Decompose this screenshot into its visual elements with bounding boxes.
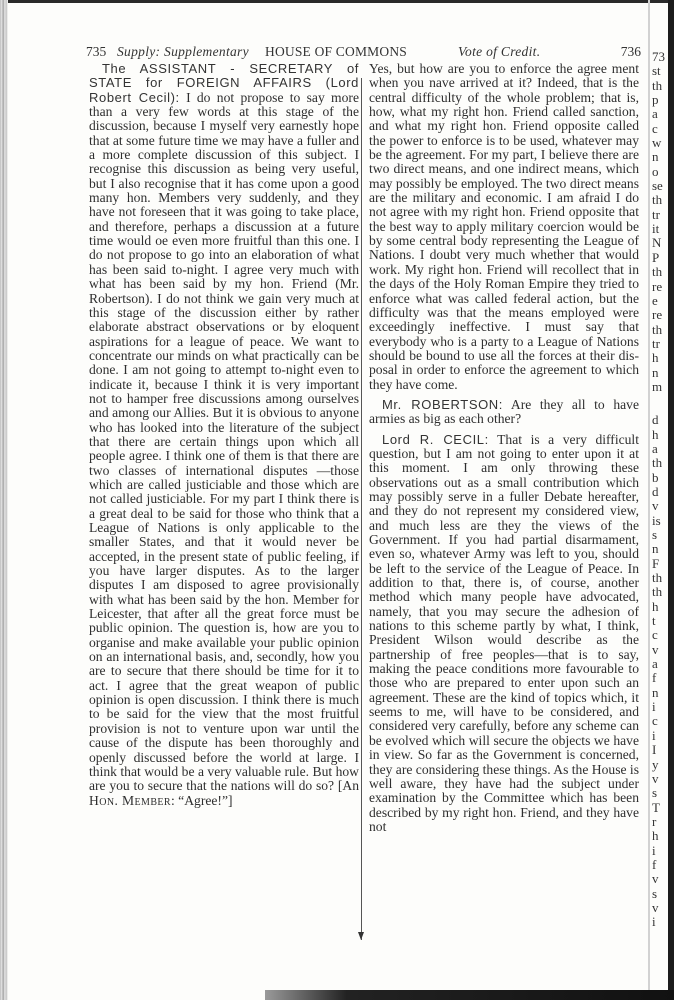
speaker-name: Mr. ROBERTSON: [382, 396, 504, 412]
next-page-line-fragment: h [652, 828, 659, 844]
speech-paragraph [369, 398, 639, 427]
next-page-line-fragment: th [652, 77, 663, 93]
next-page-line-fragment: p [652, 92, 659, 108]
next-page-line-fragment: th [652, 455, 663, 471]
left-column [89, 62, 359, 808]
right-column [369, 62, 639, 834]
next-page-line-fragment: d [652, 483, 659, 499]
next-page-line-fragment: i [652, 842, 656, 858]
next-page-line-fragment: re [652, 307, 663, 323]
speech-paragraph [89, 62, 359, 808]
scan-right-edge [668, 0, 674, 1000]
paragraph-gap [652, 394, 668, 413]
next-page-line-fragment: tr [652, 335, 660, 351]
next-page-line-fragment: n [652, 684, 659, 700]
next-page-line-fragment: is [652, 512, 661, 528]
next-page-line-fragment: it [652, 221, 660, 237]
scan-top-edge [0, 0, 674, 3]
next-page-line-fragment: e [652, 292, 658, 308]
next-page-line-fragment: v [652, 641, 659, 657]
next-page-line-fragment: r [652, 813, 657, 829]
next-page-line-fragment: v [652, 498, 659, 514]
speaker-name: Lord R. CECIL: [382, 431, 489, 447]
next-page-line-fragment: f [652, 856, 657, 872]
next-page-line-fragment: n [652, 541, 659, 557]
running-title-right: Vote of Credit. [458, 44, 541, 59]
next-page-line-fragment: s [652, 785, 658, 801]
next-page-line-fragment: a [652, 106, 658, 122]
scan-bottom-edge [265, 990, 674, 1000]
next-page-line-fragment: f [652, 670, 657, 686]
next-page-line-fragment: I [652, 742, 657, 758]
speech-text: That is a very difficult question, but I am not going to enter upon it at this moment. I am only throwing these observations out as a small contribution which may possibly serve in a fuller Debate hereafter, and they do not represent my considered view, and much less are they the views of the Government. If you had partial disarmament, even so, whatever Army was left to you, should be left to the service of the League of Peace. In addition to that, there is, of course, another method which many people have advocated, namely, that you may secure the adhesion of nations to this scheme partly by what, I think, President Wilson would describe as the partnership of free peoples—that is to say, making the peace conditions more favourable to those who are prepared to enter upon such an agreement. These are the kind of topics which, it seems to me, will have to be considered, and considered very carefully, before any scheme can be evolved which will secure the objects we have in view. So far as the Government is concerned, they are considering these things. As the House is well aware, they have had the subject under examination by the Committee which has been described by my right hon. Friend, and they have not [369, 431, 639, 834]
next-page-line-fragment: d [652, 412, 659, 428]
next-page-line-fragment: re [652, 278, 663, 294]
next-page-line-fragment: a [652, 656, 658, 672]
next-page-line-fragment: T [652, 799, 660, 815]
next-page-line-fragment: v [652, 871, 659, 887]
left-page-number: 735 [86, 44, 107, 59]
interjection-speaker: Hon. Member [89, 792, 171, 808]
next-page-line-fragment: v [652, 899, 659, 915]
next-page-line-fragment: w [652, 135, 662, 151]
next-page-line-fragment: th [652, 192, 663, 208]
house-title: HOUSE OF COMMONS [265, 44, 407, 59]
next-page-line-fragment: st [652, 63, 661, 79]
next-page-line-fragment: se [652, 178, 663, 194]
page-gutter-line [648, 0, 650, 1000]
next-page-fragment [652, 50, 668, 930]
next-page-line-fragment: h [652, 598, 659, 614]
page-binding-edge [0, 0, 8, 1000]
next-page-line-fragment: c [652, 713, 658, 729]
next-page-line-fragment: v [652, 770, 659, 786]
next-page-line-fragment: N [652, 235, 662, 251]
speech-text: I do not propose to say more than a very few words at this stage of the discussion, because I myself very earnestly hope that at some future time we may have a fuller and a more complete discussion of this subject. I recognise this discussion as being very useful, but I also recognise that it has come upon a good many hon. Members very suddenly, and they have not foreseen that it was going to take place, and therefore, perhaps a discussion at a future time would oe even more fruitful than this one. I do not propose to go into an elaboration of what has been said to-night. I agree very much with what has been said by my hon. Friend (Mr. Robertson). I do not think we gain very much at this stage of the discussion either by rather elaborate abstract observations or by eloquent aspirations for a league of peace. We want to concentrate our minds on what practically can be done. I am not going to attempt to-night even to indicate it, because I think it is very important not to hamper free discussions among ourselves and among our Allies. But it is obvious to anyone who has looked into the literature of the subject that there are certain things upon which all people agree. I think one of them is that there are two classes of international disputes —those which are called justiciable and those which are not called justiciable. For my part I think there is a great deal to be said for those who think that a League of Nations is only applicable to the smaller States, and that it would never be accepted, in the present state of public feeling, if you have larger disputes. As to the larger disputes I am disposed to agree provisionally with what has been said by the hon. Member for Leicester, that after all the great force must be public opinion. The question is, how are you to organise and make available your public opinion on an international basis, and, secondly, how you are to secure that there should be time for it to act. I agree that the great weapon of public opinion is open discussion. I think there is much to be said for the view that the most fruitful provision is not to venture upon war until the cause of the dispute has been thoroughly and openly discussed before the world at large. I think that would be a very valuable rule. But how are you to secure that the nations will do so? [89, 89, 359, 794]
next-page-line-fragment: t [652, 613, 656, 629]
next-page-line-fragment: i [652, 727, 656, 743]
column-rule [361, 78, 362, 940]
next-page-line-fragment: th [652, 584, 663, 600]
next-page-line-fragment: i [652, 699, 656, 715]
next-page-line-fragment: m [652, 378, 663, 394]
next-page-line-fragment: s [652, 885, 658, 901]
next-page-line-fragment: c [652, 120, 658, 136]
next-page-line-fragment: o [652, 163, 659, 179]
next-page-line-fragment: n [652, 149, 659, 165]
next-page-line-fragment: th [652, 264, 663, 280]
running-title-left: Supply: Supplementary [117, 44, 249, 59]
interjection-open: [An [337, 778, 359, 794]
next-page-line-fragment: P [652, 249, 660, 265]
next-page-line-fragment: b [652, 469, 659, 485]
next-page-line-fragment: s [652, 527, 658, 542]
speech-text: Are they all to have armies as big as each other? [369, 396, 639, 427]
next-page-line-fragment: i [652, 914, 656, 930]
running-header [86, 44, 641, 60]
next-page-line-fragment: h [652, 350, 659, 366]
speech-paragraph [369, 433, 639, 835]
next-page-line-fragment: tr [652, 206, 660, 222]
next-page-line-fragment: y [652, 756, 659, 772]
next-page-line-fragment: a [652, 440, 658, 456]
column-rule-end-mark [358, 932, 364, 940]
next-page-line-fragment: th [652, 321, 663, 337]
interjection-text: : “Agree!”] [171, 792, 233, 808]
next-page-line-fragment: n [652, 364, 659, 380]
next-page-number: 73 [652, 50, 665, 64]
next-page-line-fragment: h [652, 426, 659, 442]
next-page-line-fragment: th [652, 570, 663, 586]
next-page-line-fragment: c [652, 627, 658, 643]
right-page-number: 736 [620, 44, 641, 59]
speaker-name: The ASSISTANT - SECRETARY of STATE for FOREIGN AFFAIRS (Lord Robert Cecil): [89, 61, 359, 105]
next-page-line-fragment: F [652, 555, 660, 571]
speech-continuation: Yes, but how are you to enforce the agree ment when you nave arrived at it? Indeed, that is the central difficulty of the whole problem; that is, how, what my right hon. Friend called sanction, and what my right hon. Friend opposite called the power to enforce is to be used, whatever may be the agreement. For my part, I believe there are two direct means, and one indirect means, which may possibly be employed. The two direct means are the military and economic. I am afraid I do not agree with my right hon. Friend opposite that the best way to apply military coercion would be by some central body representing the League of Nations. I doubt very much whether that would work. My right hon. Friend will recollect that in the days of the Holy Roman Empire they tried to enforce what was called federal action, but the difficulty was that the means employed were exceedingly ineffective. I must say that everybody who is a party to a League of Nations should be bound to use all the forces at their disposal in order to enforce the agreement to which they have come. [369, 61, 639, 392]
